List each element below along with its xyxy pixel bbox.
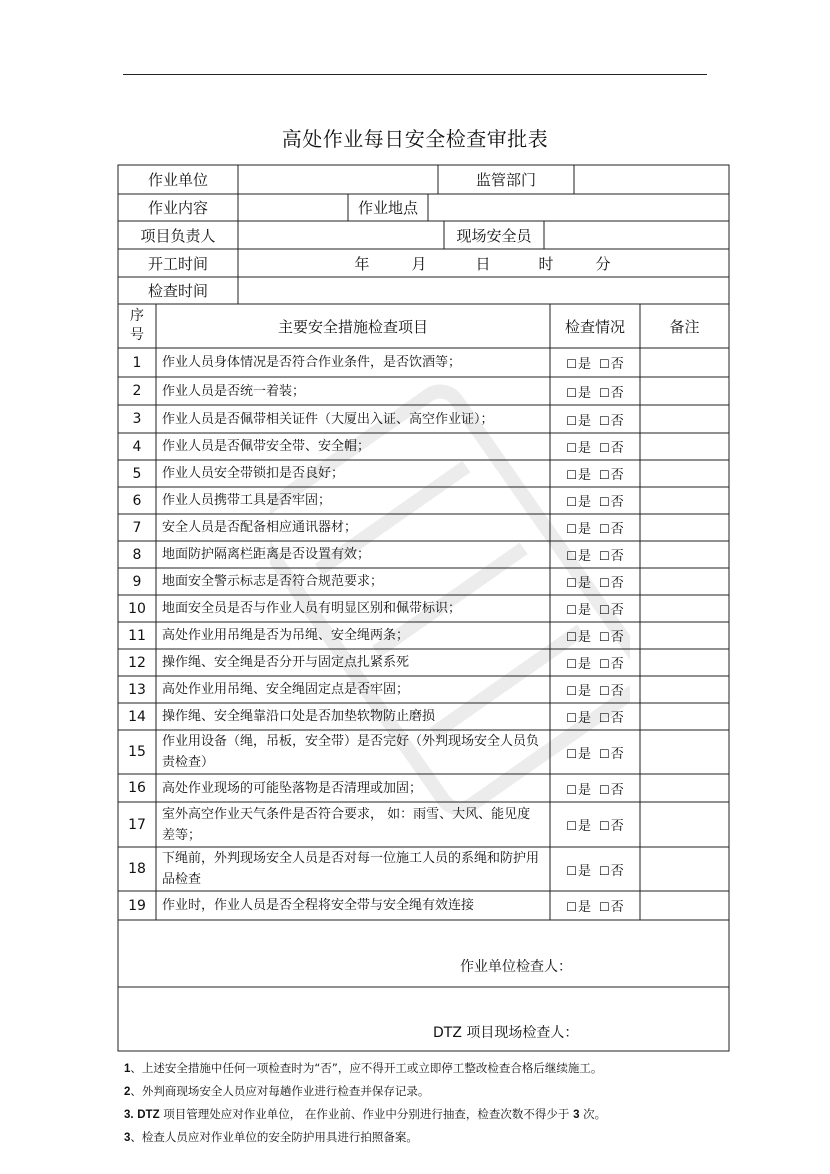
checkbox-label: 是 xyxy=(577,863,591,879)
remarks-cell[interactable] xyxy=(640,703,729,730)
check-status xyxy=(550,348,640,377)
check-item-text: 高处作业现场的可能坠落物是否清理或加固； xyxy=(162,780,423,796)
unit-year: 年 xyxy=(354,254,370,273)
check-status xyxy=(550,774,640,802)
checkbox-label: 是 xyxy=(577,385,591,401)
dtz-inspector-label: DTZ 项目现场检查人： xyxy=(433,1025,579,1041)
header-rule xyxy=(123,74,707,75)
remarks-cell[interactable] xyxy=(640,676,729,703)
remarks-cell[interactable] xyxy=(640,348,729,377)
row-number: 5 xyxy=(132,465,142,482)
column-no: 序号 xyxy=(130,308,144,343)
checkbox-icon[interactable]: ☐ xyxy=(566,603,577,617)
checkbox-icon[interactable]: ☐ xyxy=(566,782,577,797)
check-status xyxy=(550,676,640,703)
checkbox-icon[interactable]: ☐ xyxy=(566,385,577,400)
unit-hour: 时 xyxy=(538,254,554,273)
location-label: 作业地点 xyxy=(357,199,418,217)
no-checkbox[interactable] xyxy=(599,410,624,429)
row-number: 2 xyxy=(132,383,142,399)
checkbox-icon[interactable]: ☐ xyxy=(566,657,577,671)
note-4: 3、检查人员应对作业单位的安全防护用具进行拍照备案。 xyxy=(124,1130,418,1144)
checkbox-label: 否 xyxy=(610,413,624,429)
no-checkbox[interactable] xyxy=(599,353,624,372)
check-status xyxy=(550,730,640,774)
remarks-cell[interactable] xyxy=(640,649,729,676)
dept-value[interactable] xyxy=(574,165,729,194)
checkbox-icon[interactable]: ☐ xyxy=(599,468,610,482)
yes-checkbox[interactable] xyxy=(566,653,591,672)
checkbox-label: 否 xyxy=(610,684,624,699)
no-checkbox[interactable] xyxy=(599,545,624,564)
checkbox-label: 是 xyxy=(577,684,591,699)
start-time-label: 开工时间 xyxy=(147,254,208,273)
check-status xyxy=(550,802,640,847)
check-status xyxy=(550,891,640,920)
check-item-text: 高处作业用吊绳是否为吊绳、安全绳两条； xyxy=(162,628,410,643)
content-label: 作业内容 xyxy=(147,199,208,217)
checkbox-icon[interactable]: ☐ xyxy=(599,576,610,590)
check-item-text: 作业人员是否统一着装； xyxy=(162,383,306,399)
checkbox-icon[interactable]: ☐ xyxy=(599,746,610,761)
checkbox-label: 是 xyxy=(577,819,591,834)
row-number: 16 xyxy=(128,780,146,796)
checkbox-label: 否 xyxy=(610,576,624,591)
yes-checkbox[interactable] xyxy=(566,545,591,564)
row-number: 18 xyxy=(128,861,146,877)
checkbox-label: 是 xyxy=(577,630,591,645)
manager-label: 项目负责人 xyxy=(140,226,216,245)
safety-officer-label: 现场安全员 xyxy=(456,226,532,245)
checkbox-icon[interactable]: ☐ xyxy=(566,413,577,428)
row-number: 7 xyxy=(132,519,142,536)
location-value[interactable] xyxy=(428,194,729,221)
yes-checkbox[interactable] xyxy=(566,680,591,699)
remarks-cell[interactable] xyxy=(640,847,729,891)
row-number: 6 xyxy=(132,492,142,509)
remarks-cell[interactable] xyxy=(640,802,729,847)
safety-officer-value[interactable] xyxy=(544,221,729,249)
checkbox-icon[interactable]: ☐ xyxy=(599,819,610,833)
checkbox-label: 否 xyxy=(610,495,624,510)
row-number: 11 xyxy=(128,627,146,644)
checkbox-label: 否 xyxy=(610,863,624,879)
remarks-cell[interactable] xyxy=(640,377,729,405)
checkbox-icon[interactable]: ☐ xyxy=(599,603,610,617)
check-status xyxy=(550,487,640,514)
checkbox-icon[interactable]: ☐ xyxy=(599,413,610,428)
yes-checkbox[interactable] xyxy=(566,437,591,456)
yes-checkbox[interactable] xyxy=(566,860,591,879)
check-status xyxy=(550,595,640,622)
no-checkbox[interactable] xyxy=(599,815,624,834)
checkbox-label: 是 xyxy=(577,657,591,672)
no-checkbox[interactable] xyxy=(599,599,624,618)
yes-checkbox[interactable] xyxy=(566,599,591,618)
check-item-text: 地面安全警示标志是否符合规范要求； xyxy=(162,574,384,589)
checkbox-label: 否 xyxy=(610,549,624,564)
no-checkbox[interactable] xyxy=(599,896,624,915)
no-checkbox[interactable] xyxy=(599,743,624,762)
check-item-text: 作业人员身体情况是否符合作业条件，是否饮酒等； xyxy=(162,355,462,370)
check-status xyxy=(550,541,640,568)
row-number: 10 xyxy=(128,600,146,617)
check-status xyxy=(550,405,640,433)
check-item-text: 作业时，作业人员是否全程将安全带与安全绳有效连接 xyxy=(162,898,475,913)
checkbox-icon[interactable]: ☐ xyxy=(566,746,577,761)
manager-value[interactable] xyxy=(238,221,444,249)
notes xyxy=(124,1057,744,1149)
yes-checkbox[interactable] xyxy=(566,410,591,429)
row-number: 13 xyxy=(128,681,146,698)
checkbox-label: 否 xyxy=(610,711,624,726)
check-status xyxy=(550,460,640,487)
checkbox-label: 是 xyxy=(577,468,591,483)
no-checkbox[interactable] xyxy=(599,707,624,726)
row-number: 12 xyxy=(128,654,146,671)
no-checkbox[interactable] xyxy=(599,860,624,879)
checkbox-label: 否 xyxy=(610,385,624,401)
check-status xyxy=(550,703,640,730)
unit-inspector-label: 作业单位检查人： xyxy=(460,959,572,975)
checkbox-icon[interactable]: ☐ xyxy=(566,630,577,644)
page-title: 高处作业每日安全检查审批表 xyxy=(281,127,549,151)
remarks-cell[interactable] xyxy=(640,460,729,487)
checkbox-icon[interactable]: ☐ xyxy=(599,657,610,671)
yes-checkbox[interactable] xyxy=(566,815,591,834)
row-number: 14 xyxy=(128,708,146,725)
check-item-text: 下绳前，外判现场安全人员是否对每一位施工人员的系绳和防护用品检查 xyxy=(162,851,540,887)
unit-value[interactable] xyxy=(238,165,438,194)
no-checkbox[interactable] xyxy=(599,572,624,591)
row-number: 4 xyxy=(132,438,142,455)
checkbox-icon[interactable]: ☐ xyxy=(566,357,577,371)
checkbox-label: 否 xyxy=(610,746,624,762)
remarks-cell[interactable] xyxy=(640,730,729,774)
remarks-cell[interactable] xyxy=(640,433,729,460)
checkbox-icon[interactable]: ☐ xyxy=(599,711,610,725)
check-status xyxy=(550,433,640,460)
row-number: 17 xyxy=(128,816,146,833)
no-checkbox[interactable] xyxy=(599,437,624,456)
no-checkbox[interactable] xyxy=(599,626,624,645)
check-status xyxy=(550,568,640,595)
checkbox-label: 是 xyxy=(577,746,591,762)
checkbox-icon[interactable]: ☐ xyxy=(566,863,577,878)
check-item-text: 操作绳、安全绳靠沿口处是否加垫软物防止磨损 xyxy=(162,709,436,724)
remarks-cell[interactable] xyxy=(640,514,729,541)
yes-checkbox[interactable] xyxy=(566,464,591,483)
unit-label: 作业单位 xyxy=(147,171,208,189)
dtz-inspector-sign-area[interactable] xyxy=(118,987,729,1051)
yes-checkbox[interactable] xyxy=(566,743,591,762)
checkbox-icon[interactable]: ☐ xyxy=(566,684,577,698)
checkbox-label: 否 xyxy=(610,630,624,645)
dept-label: 监管部门 xyxy=(475,171,536,189)
checkbox-icon[interactable]: ☐ xyxy=(599,863,610,878)
checkbox-label: 是 xyxy=(577,782,591,798)
no-checkbox[interactable] xyxy=(599,491,624,510)
no-checkbox[interactable] xyxy=(599,680,624,699)
check-item-text: 作业人员是否佩带安全带、安全帽； xyxy=(162,439,371,454)
remarks-cell[interactable] xyxy=(640,487,729,514)
check-status xyxy=(550,622,640,649)
row-number: 8 xyxy=(132,546,142,563)
checkbox-label: 否 xyxy=(610,657,624,672)
checkbox-icon[interactable]: ☐ xyxy=(566,819,577,833)
column-items: 主要安全措施检查项目 xyxy=(277,317,428,336)
checkbox-label: 否 xyxy=(610,441,624,456)
check-status xyxy=(550,847,640,891)
no-checkbox[interactable] xyxy=(599,464,624,483)
yes-checkbox[interactable] xyxy=(566,518,591,537)
checkbox-icon[interactable]: ☐ xyxy=(599,630,610,644)
checkbox-icon[interactable]: ☐ xyxy=(599,782,610,797)
checkbox-icon[interactable]: ☐ xyxy=(566,522,577,536)
check-item-text: 作业人员安全带锁扣是否良好； xyxy=(162,466,345,481)
checkbox-label: 否 xyxy=(610,468,624,483)
unit-day: 日 xyxy=(475,254,491,273)
checkbox-label: 否 xyxy=(610,357,624,372)
checkbox-icon[interactable]: ☐ xyxy=(599,357,610,371)
no-checkbox[interactable] xyxy=(599,382,624,401)
checkbox-icon[interactable]: ☐ xyxy=(599,900,610,914)
check-item-text: 室外高空作业天气条件是否符合要求， 如：雨雪、大风、能见度差等； xyxy=(162,806,531,843)
checkbox-label: 是 xyxy=(577,711,591,726)
check-status xyxy=(550,377,640,405)
checkbox-icon[interactable]: ☐ xyxy=(566,711,577,725)
remarks-cell[interactable] xyxy=(640,622,729,649)
note-3: 3. DTZ 项目管理处应对作业单位， 在作业前、作业中分别进行抽查，检查次数不得少于 3 次。 xyxy=(124,1107,607,1121)
unit-minute: 分 xyxy=(595,254,611,273)
yes-checkbox[interactable] xyxy=(566,382,591,401)
yes-checkbox[interactable] xyxy=(566,572,591,591)
row-number: 19 xyxy=(128,897,146,914)
checkbox-icon[interactable]: ☐ xyxy=(566,900,577,914)
check-time-value[interactable] xyxy=(238,277,729,304)
checkbox-label: 是 xyxy=(577,522,591,537)
row-number: 1 xyxy=(132,354,142,371)
remarks-cell[interactable] xyxy=(640,595,729,622)
yes-checkbox[interactable] xyxy=(566,779,591,798)
yes-checkbox[interactable] xyxy=(566,491,591,510)
yes-checkbox[interactable] xyxy=(566,353,591,372)
check-item-text: 地面防护隔离栏距离是否设置有效； xyxy=(162,547,371,562)
check-item-text: 作业用设备（绳，吊板，安全带）是否完好（外判现场安全人员负责检查） xyxy=(162,734,540,770)
checkbox-icon[interactable]: ☐ xyxy=(566,495,577,509)
no-checkbox[interactable] xyxy=(599,653,624,672)
row-number: 15 xyxy=(128,744,146,760)
checkbox-label: 否 xyxy=(610,900,624,915)
remarks-cell[interactable] xyxy=(640,568,729,595)
checkbox-label: 是 xyxy=(577,441,591,456)
note-1: 1、上述安全措施中任何一项检查时为“否”，应不得开工或立即停工整改检查合格后继续施工。 xyxy=(124,1061,603,1075)
check-status xyxy=(550,649,640,676)
checkbox-icon[interactable]: ☐ xyxy=(566,576,577,590)
checkbox-label: 是 xyxy=(577,576,591,591)
remarks-cell[interactable] xyxy=(640,774,729,802)
yes-checkbox[interactable] xyxy=(566,896,591,915)
checkbox-label: 否 xyxy=(610,782,624,798)
checkbox-label: 是 xyxy=(577,357,591,372)
checkbox-icon[interactable]: ☐ xyxy=(566,441,577,455)
content-value[interactable] xyxy=(238,194,348,221)
checkbox-label: 否 xyxy=(610,522,624,537)
checkbox-label: 否 xyxy=(610,819,624,834)
check-status xyxy=(550,514,640,541)
row-number: 9 xyxy=(132,573,142,590)
checkbox-label: 是 xyxy=(577,603,591,618)
remarks-cell[interactable] xyxy=(640,405,729,433)
check-item-text: 作业人员是否佩带相关证件（大厦出入证、高空作业证）； xyxy=(162,411,494,427)
remarks-cell[interactable] xyxy=(640,541,729,568)
check-item-text: 作业人员携带工具是否牢固； xyxy=(162,493,332,508)
checkbox-icon[interactable]: ☐ xyxy=(599,549,610,563)
checkbox-icon[interactable]: ☐ xyxy=(599,441,610,455)
check-item-text: 安全人员是否配备相应通讯器材； xyxy=(162,520,358,535)
unit-inspector-sign-area[interactable] xyxy=(118,920,729,987)
checkbox-label: 是 xyxy=(577,495,591,510)
no-checkbox[interactable] xyxy=(599,779,624,798)
checkbox-icon[interactable]: ☐ xyxy=(566,549,577,563)
note-2: 2、外判商现场安全人员应对每趟作业进行检查并保存记录。 xyxy=(124,1084,430,1098)
check-item-text: 操作绳、安全绳是否分开与固定点扎紧系死 xyxy=(162,655,410,670)
yes-checkbox[interactable] xyxy=(566,707,591,726)
checkbox-icon[interactable]: ☐ xyxy=(599,495,610,509)
check-item-text: 高处作业用吊绳、安全绳固定点是否牢固； xyxy=(162,682,410,697)
checkbox-label: 是 xyxy=(577,900,591,915)
check-time-label: 检查时间 xyxy=(147,282,208,300)
no-checkbox[interactable] xyxy=(599,518,624,537)
checkbox-icon[interactable]: ☐ xyxy=(599,684,610,698)
unit-month: 月 xyxy=(411,254,427,273)
checkbox-label: 否 xyxy=(610,603,624,618)
row-number: 3 xyxy=(132,411,142,427)
checkbox-label: 是 xyxy=(577,549,591,564)
check-item-text: 地面安全员是否与作业人员有明显区别和佩带标识； xyxy=(162,601,462,616)
checkbox-icon[interactable]: ☐ xyxy=(599,522,610,536)
column-remarks: 备注 xyxy=(669,317,700,336)
checkbox-icon[interactable]: ☐ xyxy=(599,385,610,400)
column-status: 检查情况 xyxy=(564,317,625,336)
checkbox-label: 是 xyxy=(577,413,591,429)
remarks-cell[interactable] xyxy=(640,891,729,920)
checkbox-icon[interactable]: ☐ xyxy=(566,468,577,482)
yes-checkbox[interactable] xyxy=(566,626,591,645)
